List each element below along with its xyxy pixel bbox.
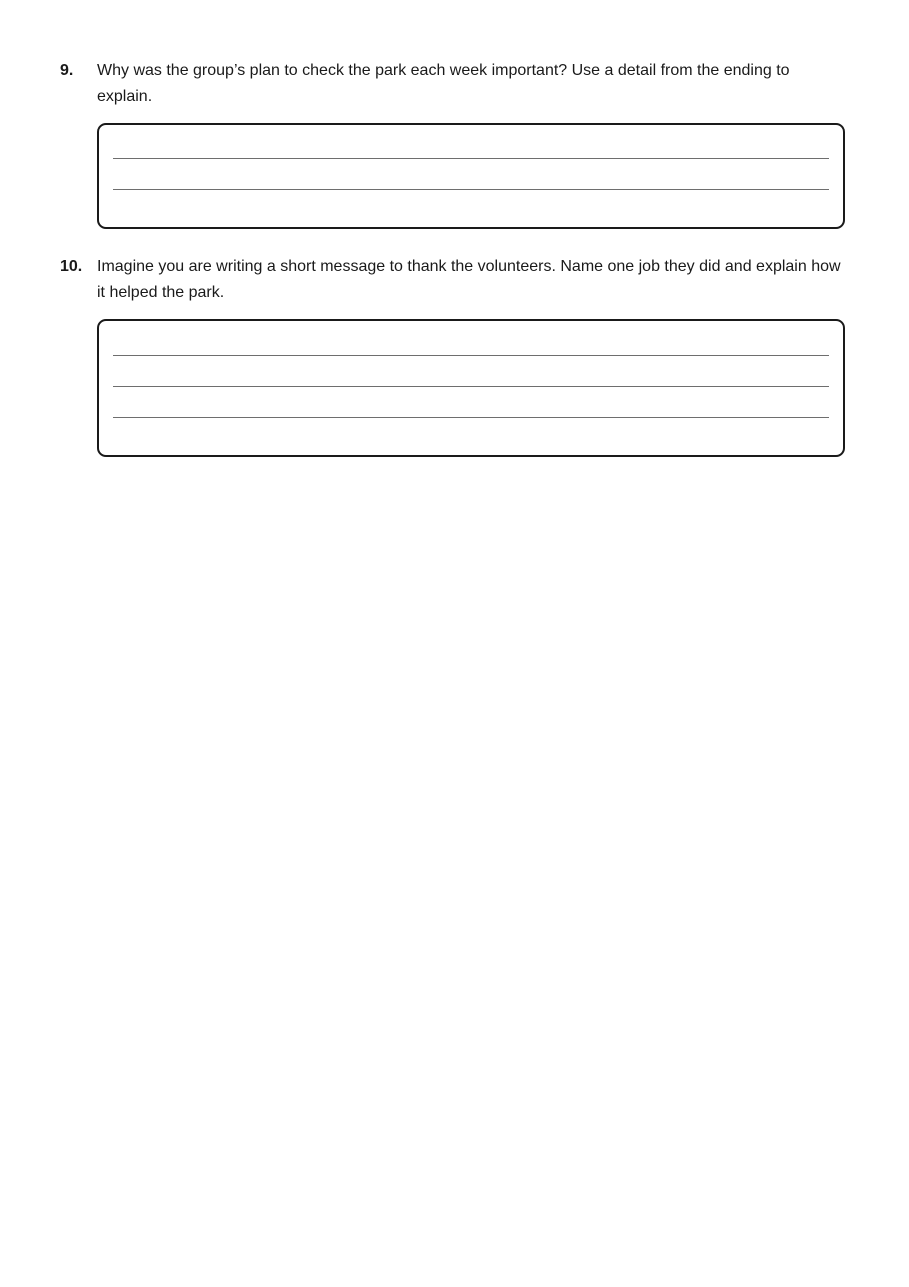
answer-box[interactable] — [97, 123, 845, 229]
answer-line — [113, 158, 829, 159]
question-number: 10. — [60, 258, 83, 275]
answer-line — [113, 355, 829, 356]
answer-line — [113, 386, 829, 387]
answer-box[interactable] — [97, 319, 845, 457]
answer-line — [113, 189, 829, 190]
question-number: 9. — [60, 62, 74, 79]
question-text: Why was the group’s plan to check the park each week important? Use a detail from the ending to explain. — [97, 62, 790, 105]
answer-line — [113, 417, 829, 418]
question-text: Imagine you are writing a short message to thank the volunteers. Name one job they did and explain how it helped the park. — [97, 258, 841, 301]
